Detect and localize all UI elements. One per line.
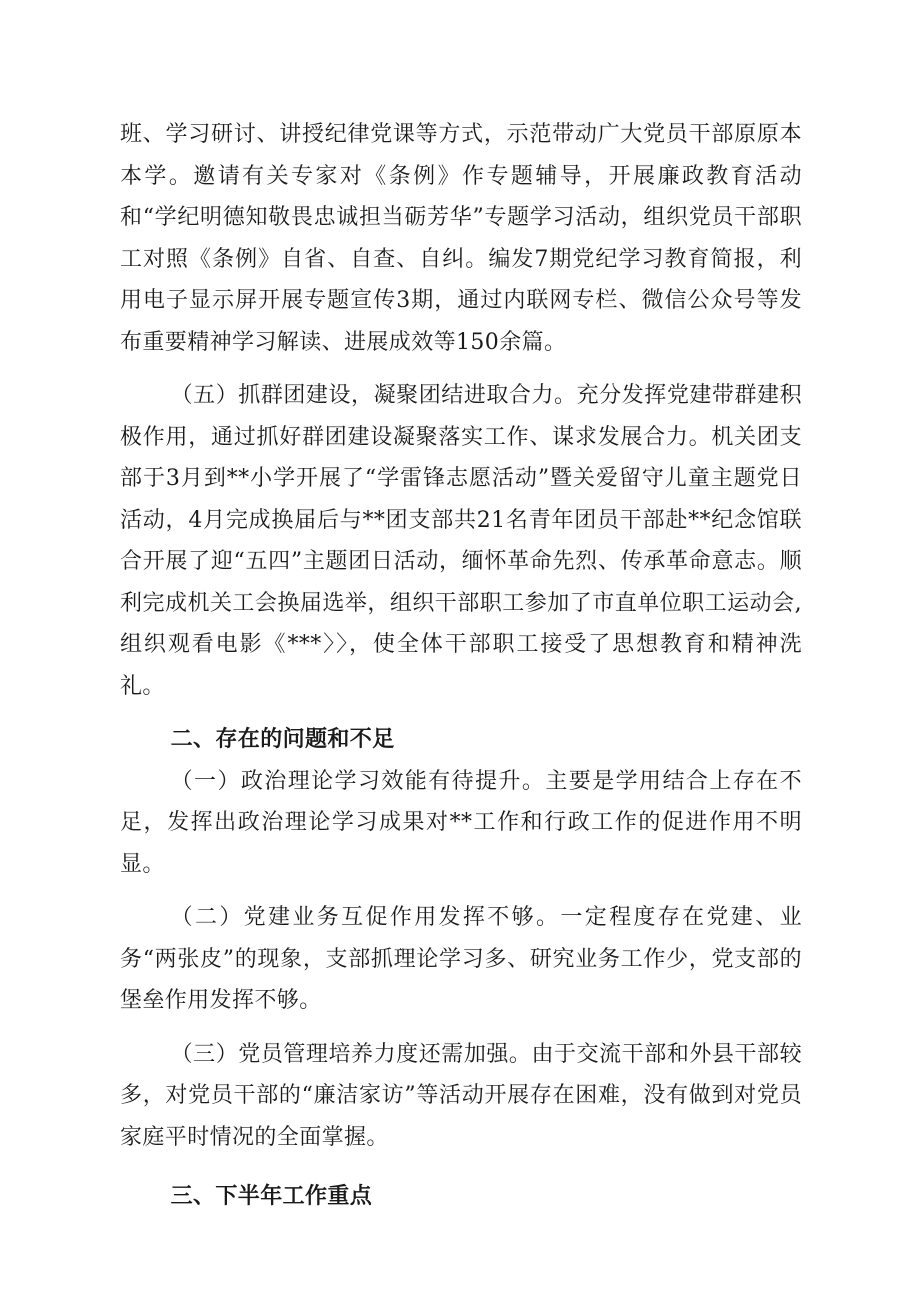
paragraph-gap — [120, 707, 802, 719]
problem-item-theory-study: （一）政治理论学习效能有待提升。主要是学用结合上存在不足，发挥出政治理论学习成果对**工作和行政工作的促进作用不明显。 — [120, 768, 802, 877]
paragraph-gap — [120, 885, 802, 897]
problem-item-party-business-integration: （二）党建业务互促作用发挥不够。一定程度存在党建、业务“两张皮”的现象，支部抓理论学习多、研究业务工作少，党支部的堡垒作用发挥不够。 — [120, 905, 802, 1013]
paragraph-continued-study: 班、学习研讨、讲授纪律党课等方式，示范带动广大党员干部原原本本学。邀请有关专家对《条例》作专题辅导，开展廉政教育活动和“学纪明德知敬畏忠诚担当砺芳华”专题学习活动，组织党员干部职工对照《条例》自省、自查、自纠。编发7期党纪学习教育简报，利用电子显示屏开展专题宣传3期，通过内联网专栏、微信公众号等发布重要精神学习解读、进展成效等150余篇。 — [120, 122, 802, 355]
section-heading-second-half-priorities: 三、下半年工作重点 — [170, 1183, 373, 1209]
problem-item-member-management: （三）党员管理培养力度还需加强。由于交流干部和外县干部较多，对党员干部的“廉洁家访”等活动开展存在困难，没有做到对党员家庭平时情况的全面掌握。 — [120, 1041, 802, 1150]
paragraph-mass-organization-building: （五）抓群团建设，凝聚团结进取合力。充分发挥党建带群建积极作用，通过抓好群团建设凝聚落实工作、谋求发展合力。机关团支部于3月到**小学开展了“学雷锋志愿活动”暨关爱留守儿童主题党日活动，4月完成换届后与**团支部共21名青年团员干部赴**纪念馆联合开展了迎“五四”主题团日活动，缅怀革命先烈、传承革命意志。顺利完成机关工会换届选举，组织干部职工参加了市直单位职工运动会,组织观看电影《***〉〉，使全体干部职工接受了思想教育和精神洗礼。 — [120, 383, 802, 699]
section-heading-problems: 二、存在的问题和不足 — [170, 726, 395, 752]
paragraph-gap — [120, 1022, 802, 1034]
paragraph-gap — [120, 1158, 802, 1176]
paragraph-gap — [120, 363, 802, 375]
document-body — [120, 114, 802, 1218]
